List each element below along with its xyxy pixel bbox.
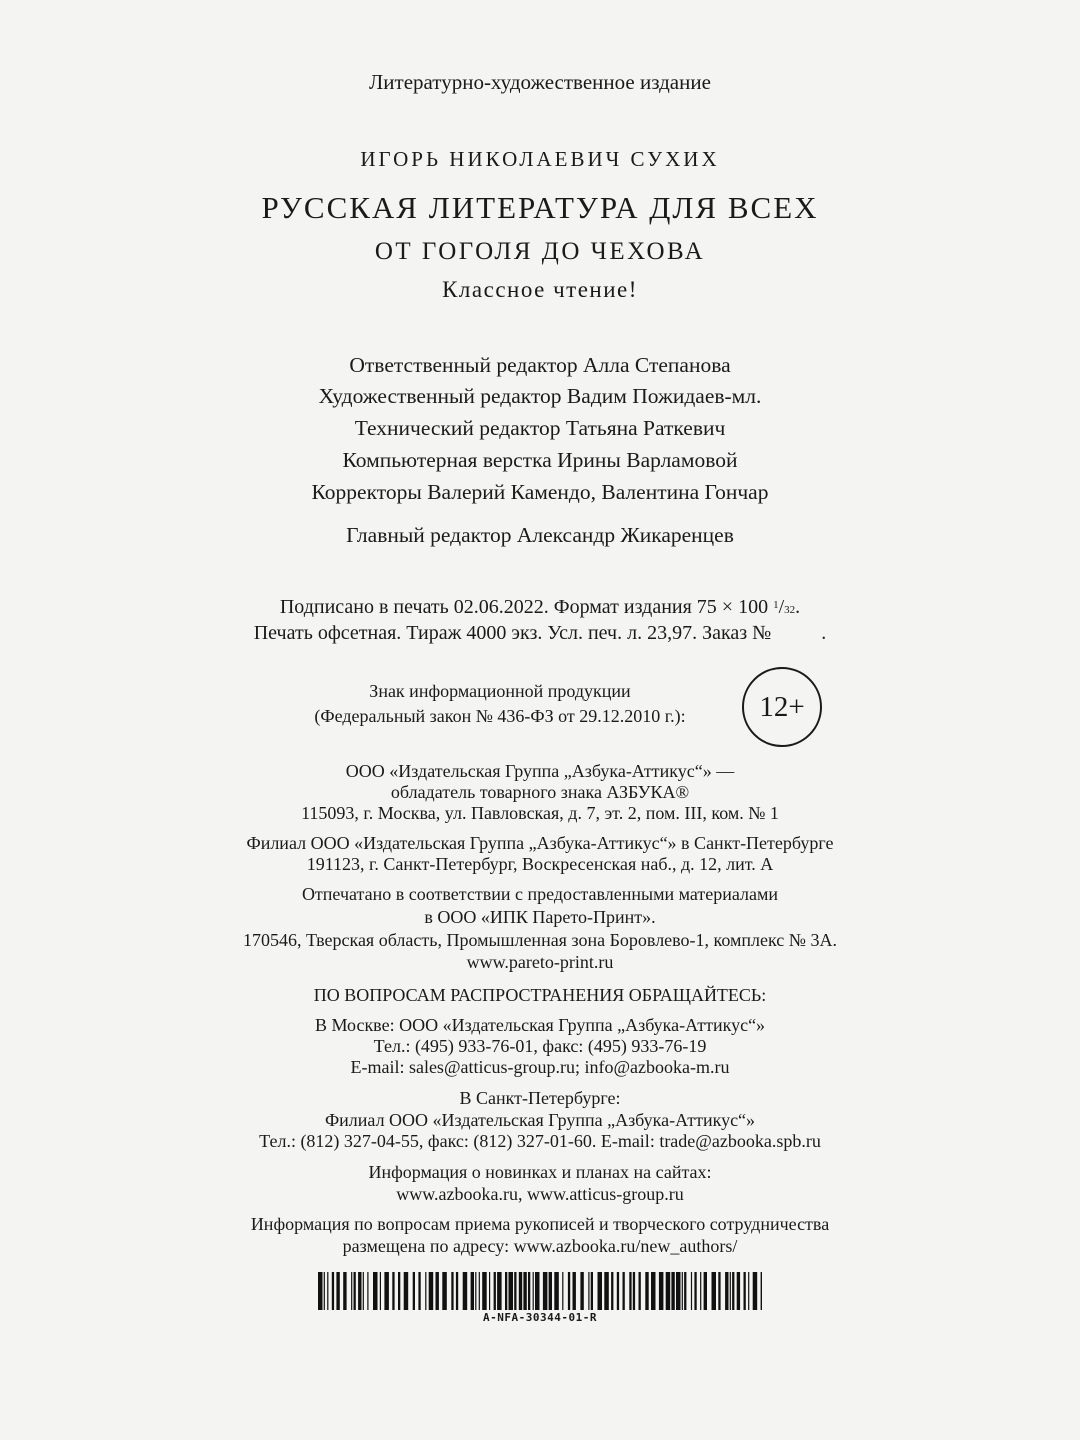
chief-editor: Главный редактор Александр Жикаренцев [346, 523, 734, 547]
barcode-bar [471, 1272, 474, 1310]
barcode-bar [580, 1272, 583, 1310]
barcode-bar [351, 1272, 352, 1310]
barcode-bar [429, 1272, 434, 1310]
barcode-bar [354, 1272, 356, 1310]
barcode-bar [363, 1272, 364, 1310]
barcode-bar [509, 1272, 514, 1310]
publisher-line: Тел.: (812) 327-04-55, факс: (812) 327-01-60. E-mail: trade@azbooka.spb.ru [259, 1131, 821, 1151]
barcode-bar [528, 1272, 530, 1310]
barcode-bar [318, 1272, 323, 1310]
print-info-end: . [795, 596, 801, 618]
publisher-line: ПО ВОПРОСАМ РАСПРОСТРАНЕНИЯ ОБРАЩАЙТЕСЬ: [313, 985, 767, 1005]
barcode-bar [562, 1272, 563, 1310]
barcode-bar [418, 1272, 420, 1310]
barcode-bar [712, 1272, 717, 1310]
barcode-bar [413, 1272, 415, 1310]
barcode-bar [336, 1272, 339, 1310]
staff-line: Компьютерная верстка Ирины Варламовой [342, 448, 738, 472]
barcode-bar [623, 1272, 625, 1310]
barcode-bar [753, 1272, 758, 1310]
barcode-bar [482, 1272, 487, 1310]
barcode-bar [617, 1272, 619, 1310]
print-info-text: Подписано в печать 02.06.2022. Формат издания 75 × 100 [279, 596, 774, 618]
format-numerator: 1 [773, 599, 779, 611]
publisher-line: Отпечатано в соответствии с предоставленными материалами [301, 884, 779, 904]
series-name: Классное чтение! [442, 277, 638, 302]
barcode-bar [380, 1272, 381, 1310]
barcode-bar [384, 1272, 389, 1310]
barcode-bar [737, 1272, 740, 1310]
publisher-line: Информация по вопросам приема рукописей и творческого сотрудничества [250, 1214, 830, 1234]
edition-type: Литературно-художественное издание [369, 70, 711, 94]
barcode-bar [573, 1272, 576, 1310]
barcode-bar [633, 1272, 635, 1310]
print-info-line: Подписано в печать 02.06.2022. Формат издания 75 × 100 $^1$/32. [279, 596, 801, 618]
barcode-bar [598, 1272, 603, 1310]
barcode-bar [533, 1272, 534, 1310]
barcode-bar [682, 1272, 683, 1310]
publisher-line: В Санкт-Петербурге: [459, 1088, 621, 1108]
barcode-bar [588, 1272, 589, 1310]
publisher-line: В Москве: ООО «Издательская Группа „Азбука-Аттикус“» [314, 1015, 766, 1035]
barcode-bar [505, 1272, 507, 1310]
barcode-bar [694, 1272, 696, 1310]
age-rating-value: 12+ [759, 690, 805, 723]
barcode-bar [554, 1272, 559, 1310]
barcode-bar [343, 1272, 346, 1310]
publisher-line: www.azbooka.ru, www.atticus-group.ru [396, 1184, 684, 1204]
barcode-bar [666, 1272, 671, 1310]
publisher-line: 115093, г. Москва, ул. Павловская, д. 7, эт. 2, пом. III, ком. № 1 [301, 803, 779, 823]
barcode-bar [549, 1272, 552, 1310]
publisher-line: Информация о новинках и планах на сайтах: [368, 1162, 712, 1182]
age-rating-law: (Федеральный закон № 436-ФЗ от 29.12.2010 г.): [314, 706, 686, 726]
staff-line: Корректоры Валерий Камендо, Валентина Гончар [311, 480, 769, 504]
barcode-bar [373, 1272, 378, 1310]
staff-line: Технический редактор Татьяна Раткевич [354, 416, 726, 440]
barcode-bar [651, 1272, 656, 1310]
barcode-bar [748, 1272, 749, 1310]
age-rating-label: Знак информационной продукции [369, 681, 631, 701]
barcode-bar [639, 1272, 641, 1310]
barcode-bar [676, 1272, 681, 1310]
barcode-bar [761, 1272, 762, 1310]
barcode-bar [489, 1272, 490, 1310]
barcode-bar [543, 1272, 548, 1310]
barcode-bar [704, 1272, 707, 1310]
barcode-bar [327, 1272, 328, 1310]
publisher-line: Филиал ООО «Издательская Группа „Азбука-Аттикус“» в Санкт-Петербурге [246, 833, 834, 853]
barcode-bar [629, 1272, 631, 1310]
publisher-line: обладатель товарного знака АЗБУКА® [390, 782, 690, 802]
barcode-bar [514, 1272, 516, 1310]
publisher-line: Филиал ООО «Издательская Группа „Азбука-Аттикус“» [324, 1110, 756, 1130]
staff-line: Художественный редактор Вадим Пожидаев-мл. [318, 384, 762, 408]
format-denominator: 32 [784, 604, 796, 616]
barcode-bar [398, 1272, 400, 1310]
barcode-bar [730, 1272, 731, 1310]
barcode-bar [744, 1272, 746, 1310]
book-subtitle: ОТ ГОГОЛЯ ДО ЧЕХОВА [374, 238, 706, 265]
publisher-line: E-mail: sales@atticus-group.ru; info@azbooka-m.ru [350, 1057, 730, 1077]
barcode-bar [392, 1272, 394, 1310]
barcode-bar [451, 1272, 453, 1310]
barcode-bar [367, 1272, 368, 1310]
barcode-bar [691, 1272, 692, 1310]
barcode-bar [519, 1272, 522, 1310]
barcode-code: A-NFA-30344-01-R [483, 1311, 597, 1324]
barcode-bar [324, 1272, 325, 1310]
barcode-bar [463, 1272, 468, 1310]
barcode-bar [475, 1272, 476, 1310]
publisher-line: 191123, г. Санкт-Петербург, Воскресенская наб., д. 12, лит. А [306, 854, 774, 874]
barcode-bar [442, 1272, 447, 1310]
publisher-line: размещена по адресу: www.azbooka.ru/new_authors/ [342, 1236, 738, 1256]
barcode-bar [456, 1272, 458, 1310]
print-info-line2: Печать офсетная. Тираж 4000 экз. Усл. печ. л. 23,97. Заказ № . [253, 622, 827, 644]
barcode-bar [479, 1272, 480, 1310]
barcode-bar [494, 1272, 496, 1310]
publisher-line: Тел.: (495) 933-76-01, факс: (495) 933-76-19 [373, 1036, 707, 1056]
publisher-line: в ООО «ИПК Парето-Принт». [424, 907, 656, 927]
barcode-bar [732, 1272, 734, 1310]
barcode-bar [684, 1272, 686, 1310]
barcode-bar [700, 1272, 701, 1310]
barcode-bar [725, 1272, 728, 1310]
author-name: ИГОРЬ НИКОЛАЕВИЧ СУХИХ [360, 147, 720, 171]
barcode-bar [332, 1272, 334, 1310]
barcode [318, 1272, 762, 1310]
barcode-bar [645, 1272, 648, 1310]
barcode-bar [671, 1272, 674, 1310]
barcode-bar [523, 1272, 526, 1310]
age-rating-badge [742, 667, 822, 747]
staff-line: Ответственный редактор Алла Степанова [349, 353, 731, 377]
barcode-bar [591, 1272, 593, 1310]
barcode-bar [436, 1272, 439, 1310]
barcode-bar [659, 1272, 664, 1310]
publisher-line: www.pareto-print.ru [466, 952, 614, 972]
barcode-bar [568, 1272, 570, 1310]
publisher-line: ООО «Издательская Группа „Азбука-Аттикус“» — [345, 761, 735, 781]
barcode-bar [604, 1272, 609, 1310]
barcode-bar [425, 1272, 426, 1310]
book-title: РУССКАЯ ЛИТЕРАТУРА ДЛЯ ВСЕХ [261, 190, 819, 225]
barcode-bar [404, 1272, 409, 1310]
barcode-bar [358, 1272, 361, 1310]
barcode-bar [611, 1272, 613, 1310]
barcode-bar [535, 1272, 540, 1310]
publisher-line: 170546, Тверская область, Промышленная зона Боровлево-1, комплекс № 3А. [243, 930, 837, 950]
barcode-bar [497, 1272, 502, 1310]
barcode-bar [718, 1272, 720, 1310]
